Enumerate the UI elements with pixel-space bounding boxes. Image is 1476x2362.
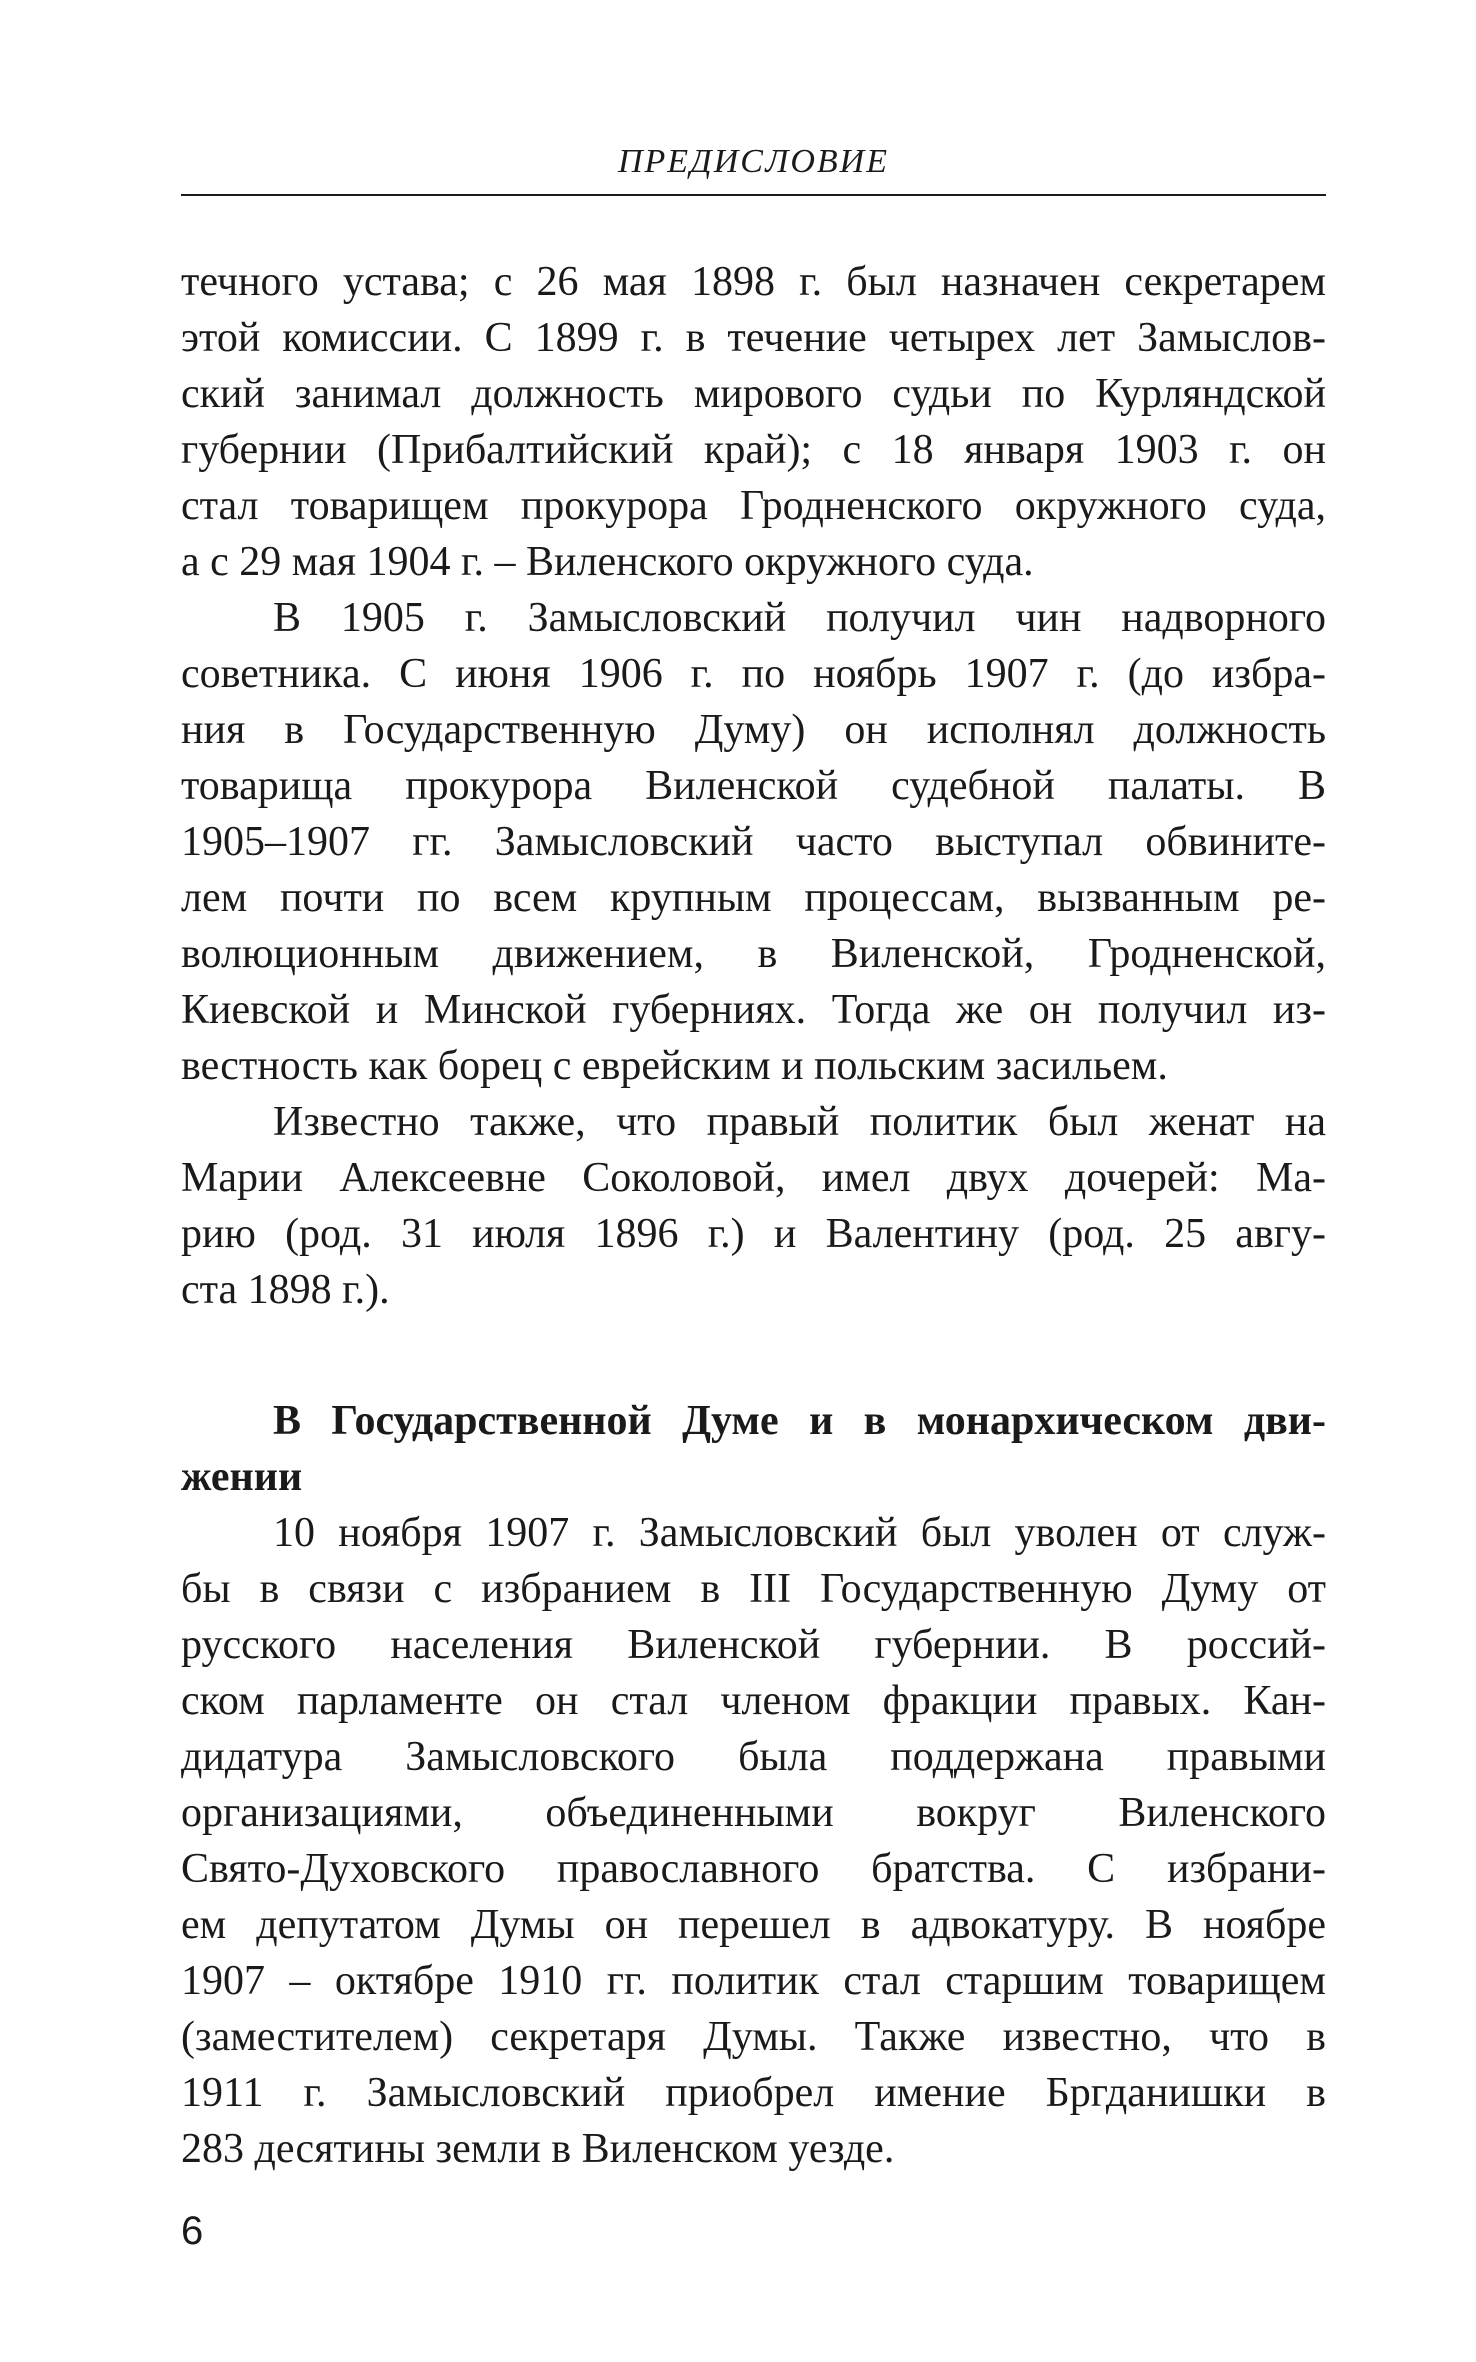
text-line: (заместителем) секретаря Думы. Также известно, что в bbox=[181, 2014, 1326, 2060]
header-rule bbox=[181, 194, 1326, 196]
section-spacer bbox=[181, 1318, 1326, 1393]
section-heading bbox=[181, 1393, 1326, 1505]
text-line: а с 29 мая 1904 г. – Виленского окружного суда. bbox=[181, 539, 1034, 585]
body-text bbox=[181, 254, 1326, 2177]
text-line: стал товарищем прокурора Гродненского окружного суда, bbox=[181, 483, 1326, 529]
text-line: губернии (Прибалтийский край); с 18 января 1903 г. он bbox=[181, 427, 1326, 473]
text-line: ский занимал должность мирового судьи по Курляндской bbox=[181, 371, 1326, 417]
text-line: товарища прокурора Виленской судебной палаты. В bbox=[181, 763, 1326, 809]
paragraph-continuation bbox=[181, 254, 1326, 590]
text-line: 1905–1907 гг. Замысловский часто выступал обвините- bbox=[181, 819, 1326, 865]
text-line: 1911 г. Замысловский приобрел имение Бргданишки в bbox=[181, 2070, 1326, 2116]
text-line: русского населения Виленской губернии. В россий- bbox=[181, 1622, 1326, 1668]
text-line: ния в Государственную Думу) он исполнял должность bbox=[181, 707, 1326, 753]
text-line: Свято-Духовского православного братства. С избрани- bbox=[181, 1846, 1326, 1892]
text-line: бы в связи с избранием в III Государственную Думу от bbox=[181, 1566, 1326, 1612]
page-number: 6 bbox=[181, 2209, 204, 2253]
text-line: вестность как борец с еврейским и польским засильем. bbox=[181, 1043, 1168, 1089]
text-line: течного устава; с 26 мая 1898 г. был назначен секретарем bbox=[181, 259, 1326, 305]
text-line: Известно также, что правый политик был женат на bbox=[273, 1099, 1326, 1145]
text-line: рию (род. 31 июля 1896 г.) и Валентину (род. 25 авгу- bbox=[181, 1211, 1326, 1257]
paragraph bbox=[181, 1505, 1326, 2177]
text-line: ста 1898 г.). bbox=[181, 1267, 390, 1313]
running-head: ПРЕДИСЛОВИЕ bbox=[617, 143, 890, 180]
text-line: В 1905 г. Замысловский получил чин надворного bbox=[273, 595, 1326, 641]
text-line: Марии Алексеевне Соколовой, имел двух дочерей: Ма- bbox=[181, 1155, 1326, 1201]
text-line: этой комиссии. С 1899 г. в течение четырех лет Замыслов- bbox=[181, 315, 1326, 361]
text-line: волюционным движением, в Виленской, Гродненской, bbox=[181, 931, 1326, 977]
heading-line: В Государственной Думе и в монархическом дви- bbox=[273, 1398, 1326, 1444]
text-line: 10 ноября 1907 г. Замысловский был уволен от служ- bbox=[273, 1510, 1326, 1556]
text-line: ем депутатом Думы он перешел в адвокатуру. В ноябре bbox=[181, 1902, 1326, 1948]
text-line: Киевской и Минской губерниях. Тогда же он получил из- bbox=[181, 987, 1326, 1033]
text-line: 283 десятины земли в Виленском уезде. bbox=[181, 2126, 895, 2172]
text-line: 1907 – октябре 1910 гг. политик стал старшим товарищем bbox=[181, 1958, 1326, 2004]
text-line: организациями, объединенными вокруг Виленского bbox=[181, 1790, 1326, 1836]
paragraph bbox=[181, 1094, 1326, 1318]
text-line: дидатура Замысловского была поддержана правыми bbox=[181, 1734, 1326, 1780]
text-line: советника. С июня 1906 г. по ноябрь 1907 г. (до избра- bbox=[181, 651, 1326, 697]
text-line: ском парламенте он стал членом фракции правых. Кан- bbox=[181, 1678, 1326, 1724]
heading-line: жении bbox=[181, 1454, 303, 1500]
text-line: лем почти по всем крупным процессам, вызванным ре- bbox=[181, 875, 1326, 921]
paragraph bbox=[181, 590, 1326, 1094]
